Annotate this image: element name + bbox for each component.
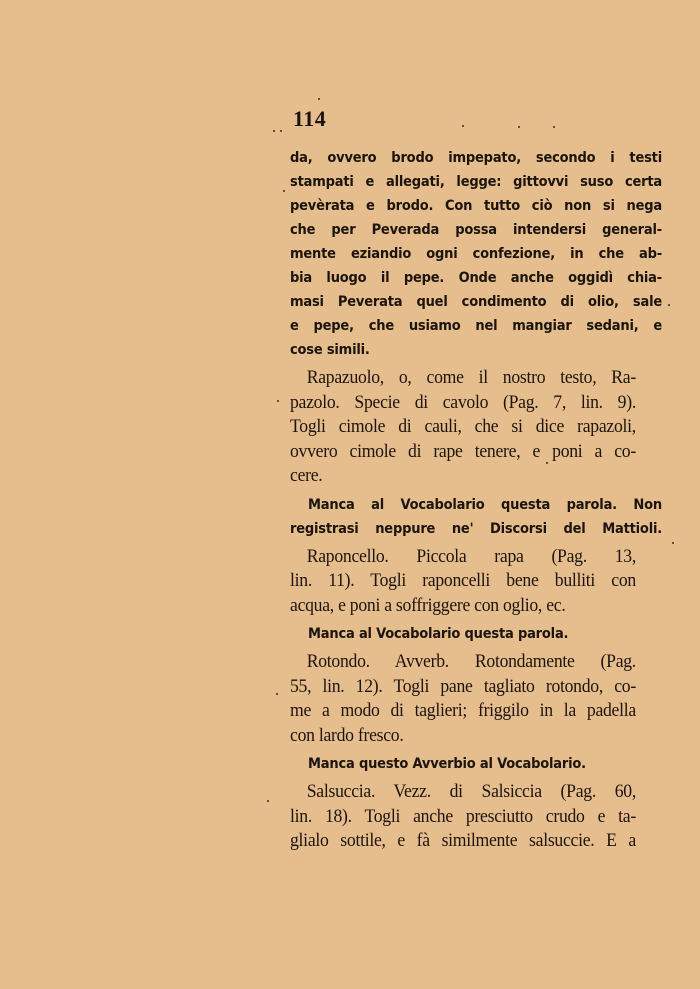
text-line: Manca al Vocabolario questa parola. Non	[308, 496, 662, 513]
print-speck	[318, 98, 320, 100]
text-line: Manca questo Avverbio al Vocabolario.	[308, 756, 586, 772]
entry-raponcello	[290, 545, 662, 619]
text-line: lin. 11). Togli raponcelli bene bulliti con	[290, 570, 636, 591]
text-line: Raponcello. Piccola rapa (Pag. 13,	[306, 545, 636, 567]
print-speck	[277, 400, 279, 402]
text-line: Rotondo. Avverb. Rotondamente (Pag.	[306, 651, 636, 672]
print-speck	[267, 800, 269, 802]
text-line: che per Peverada possa intendersi general-	[290, 222, 662, 238]
entry-rapazuolo	[290, 366, 662, 489]
text-line: e pepe, che usiamo nel mangiar sedani, e	[290, 318, 662, 334]
text-line: cose simili.	[290, 342, 370, 358]
print-speck	[462, 125, 464, 127]
paragraph-peverada-note	[290, 146, 662, 362]
print-speck	[518, 126, 520, 128]
note-rapazuolo	[290, 493, 662, 541]
note-rotondo	[290, 752, 662, 776]
text-line: stampati e allegati, legge: gittovvi suso certa	[290, 174, 662, 190]
text-line: da, ovvero brodo impepato, secondo i testi	[290, 150, 662, 166]
text-line: bia luogo il pepe. Onde anche oggidì chia-	[290, 270, 662, 286]
text-line: cere.	[290, 465, 323, 486]
text-line: acqua, e poni a soffriggere con oglio, ec.	[290, 594, 566, 616]
text-line: Rapazuolo, o, come il nostro testo, Ra-	[306, 367, 636, 388]
entry-salsuccia	[290, 780, 662, 854]
text-line: pevèrata e brodo. Con tutto ciò non si nega	[290, 198, 662, 214]
print-speck	[276, 693, 278, 695]
print-speck	[280, 130, 282, 132]
text-line: masi Peverata quel condimento di olio, sale	[290, 294, 662, 310]
note-raponcello	[290, 622, 662, 646]
print-speck	[668, 304, 670, 306]
text-line: lin. 18). Togli anche presciutto crudo e ta-	[290, 805, 636, 827]
text-line: Togli cimole di cauli, che si dice rapazoli,	[290, 416, 636, 437]
print-speck	[553, 126, 555, 128]
text-line: registrasi neppure ne' Discorsi del Mattioli.	[290, 520, 662, 537]
text-line: Manca al Vocabolario questa parola.	[308, 626, 569, 642]
text-line: mente eziandio ogni confezione, in che ab-	[290, 246, 662, 262]
print-speck	[546, 462, 548, 464]
text-line: 55, lin. 12). Togli pane tagliato rotondo, co-	[290, 675, 636, 697]
entry-rotondo	[290, 650, 662, 748]
text-line: Salsuccia. Vezz. di Salsiccia (Pag. 60,	[306, 781, 636, 802]
print-speck	[273, 130, 275, 132]
print-speck	[283, 190, 285, 192]
text-line: pazolo. Specie di cavolo (Pag. 7, lin. 9).	[290, 391, 636, 413]
page-number: 114	[293, 106, 327, 131]
text-column	[290, 146, 662, 858]
print-speck	[672, 542, 674, 544]
text-line: me a modo di taglieri; friggilo in la padella	[290, 700, 636, 721]
text-line: ovvero cimole di rape tenere, e poni a co-	[290, 440, 636, 462]
text-line: con lardo fresco.	[290, 724, 404, 746]
text-line: glialo sottile, e fà similmente salsuccie. E a	[290, 830, 636, 851]
